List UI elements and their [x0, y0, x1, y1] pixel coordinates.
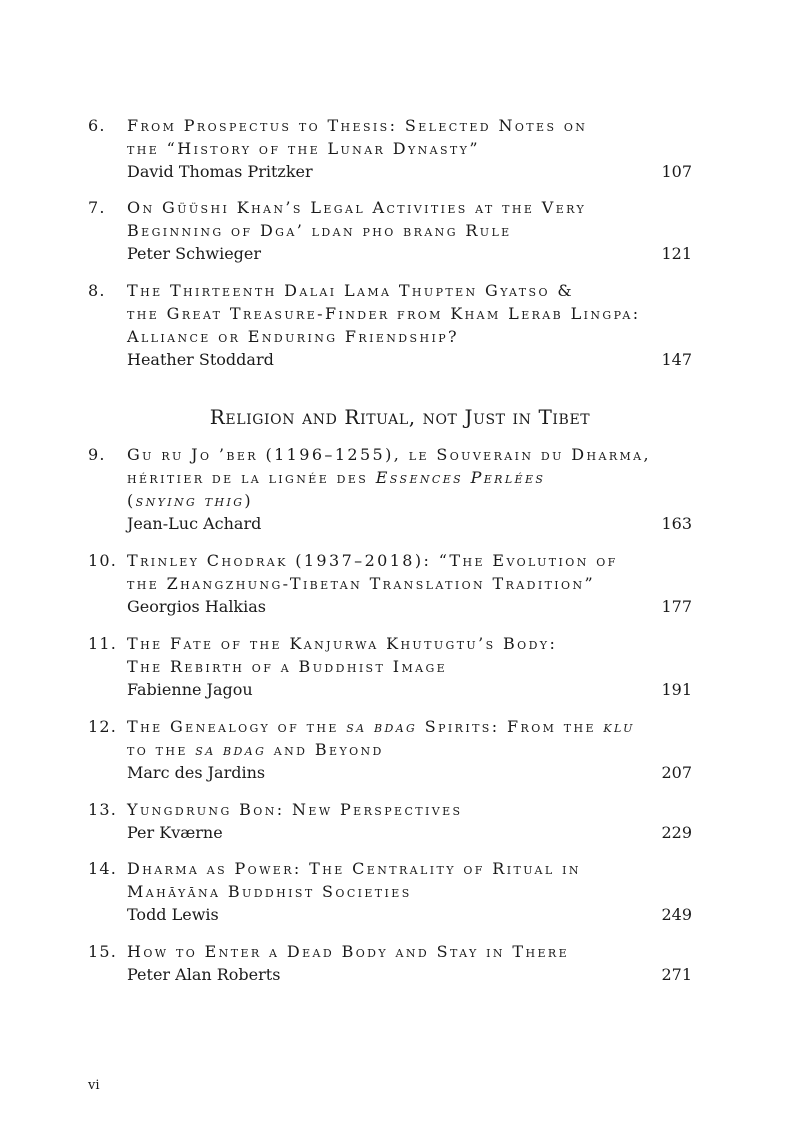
entry-title-line: Gu ru Jo ’ber (1196–1255), le Souverain du Dharma, [127, 445, 651, 464]
entry-page-number: 107 [661, 162, 692, 181]
section-heading: Religion and Ritual, not Just in Tibet [209, 405, 591, 429]
entry-page-number: 271 [661, 965, 692, 984]
entry-number: 15. [88, 942, 118, 961]
folio-page-number: vi [88, 1078, 100, 1093]
entry-page-number: 121 [661, 244, 692, 263]
entry-author: Georgios Halkias [127, 597, 266, 616]
entry-title-line: the “History of the Lunar Dynasty” [127, 139, 480, 158]
entry-title-line: On Güüshi Khan’s Legal Activities at the Very [127, 198, 587, 217]
entry-page-number: 191 [661, 680, 692, 699]
entry-title-line: the Zhangzhung-Tibetan Translation Tradition” [127, 574, 596, 593]
entry-author: Fabienne Jagou [127, 680, 253, 699]
entry-page-number: 177 [661, 597, 692, 616]
entry-number: 8. [88, 281, 106, 300]
entry-author: Heather Stoddard [127, 350, 274, 369]
entry-title-line: How to Enter a Dead Body and Stay in There [127, 942, 570, 961]
entry-title-line: the Great Treasure-Finder from Kham Lerab Lingpa: [127, 304, 641, 323]
entry-title-line: The Rebirth of a Buddhist Image [127, 657, 448, 676]
entry-author: Marc des Jardins [127, 763, 266, 782]
entry-author: Per Kværne [127, 823, 223, 842]
entry-page-number: 163 [661, 514, 692, 533]
entry-author: Jean-Luc Achard [127, 514, 262, 533]
entry-title-line: From Prospectus to Thesis: Selected Notes on [127, 116, 588, 135]
entry-title-line: Beginning of Dga’ ldan pho brang Rule [127, 221, 512, 240]
entry-title-line: héritier de la lignée des Essences Perlées [127, 468, 546, 487]
entry-page-number: 147 [661, 350, 692, 369]
entry-title-line: The Genealogy of the sa bdag Spirits: From the klu [127, 717, 635, 736]
entry-title-line: Mahāyāna Buddhist Societies [127, 882, 412, 901]
entry-title-line: Yungdrung Bon: New Perspectives [127, 800, 463, 819]
entry-number: 10. [88, 551, 118, 570]
entry-title-line: to the sa bdag and Beyond [127, 740, 384, 759]
entry-number: 11. [88, 634, 118, 653]
entry-number: 12. [88, 717, 118, 736]
entry-number: 14. [88, 859, 118, 878]
entry-number: 6. [88, 116, 106, 135]
entry-author: Peter Alan Roberts [127, 965, 281, 984]
entry-title-line: The Thirteenth Dalai Lama Thupten Gyatso & [127, 281, 574, 300]
entry-author: Todd Lewis [127, 905, 219, 924]
entry-page-number: 207 [661, 763, 692, 782]
entry-page-number: 229 [661, 823, 692, 842]
entry-number: 9. [88, 445, 106, 464]
entry-title-line: Alliance or Enduring Friendship? [127, 327, 459, 346]
entry-title-line: The Fate of the Kanjurwa Khutugtu’s Body: [127, 634, 558, 653]
entry-author: Peter Schwieger [127, 244, 262, 263]
entry-title-line: Trinley Chodrak (1937–2018): “The Evolution of [127, 551, 618, 570]
entry-author: David Thomas Pritzker [127, 162, 313, 181]
entry-number: 13. [88, 800, 118, 819]
entry-page-number: 249 [661, 905, 692, 924]
entry-number: 7. [88, 198, 106, 217]
entry-title-line: (snying thig) [127, 491, 254, 510]
entry-title-line: Dharma as Power: The Centrality of Ritual in [127, 859, 581, 878]
